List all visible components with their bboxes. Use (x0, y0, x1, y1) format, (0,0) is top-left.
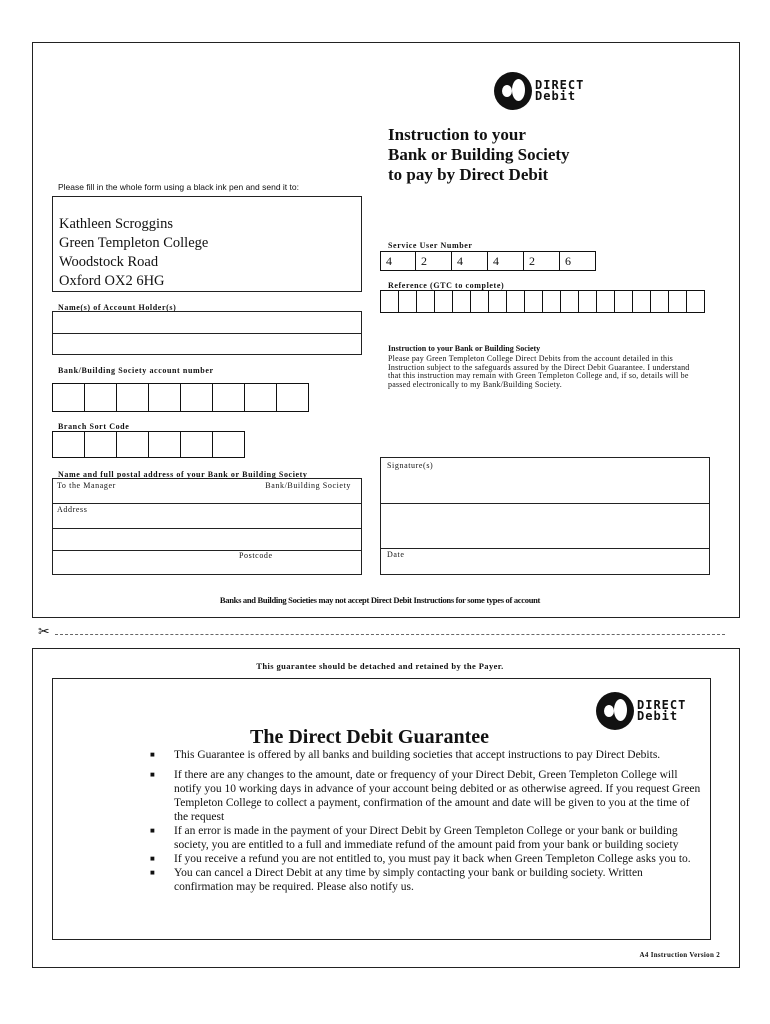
to-manager-label: To the Manager (57, 481, 116, 490)
account-holder-field[interactable] (52, 311, 362, 355)
direct-debit-icon (596, 692, 634, 730)
guarantee-bullet: ■ If you receive a refund you are not entitled to, you must pay it back when Green Templeton College asks you to. (150, 852, 705, 866)
footer-note: Banks and Building Societies may not accept Direct Debit Instructions for some types of account (219, 595, 541, 605)
account-number-box[interactable] (52, 383, 85, 412)
divider (381, 503, 709, 504)
direct-debit-logo (596, 692, 686, 730)
signature-label: Signature(s) (387, 461, 434, 470)
reference-box[interactable] (632, 290, 651, 313)
address-line: Kathleen Scroggins (59, 216, 173, 232)
postcode-label: Postcode (239, 551, 273, 560)
account-number-box[interactable] (276, 383, 309, 412)
reference-box[interactable] (524, 290, 543, 313)
instruction-heading: Instruction to your Bank or Building Society (388, 344, 541, 353)
divider (53, 333, 361, 334)
sort-code-label: Branch Sort Code (58, 422, 130, 431)
divider (53, 503, 361, 504)
guarantee-bullet: ■ This Guarantee is offered by all banks and building societies that accept instructions to pay Direct Debits. (150, 748, 705, 762)
service-user-digit: 4 (451, 251, 488, 271)
reference-box[interactable] (416, 290, 435, 313)
detach-note: This guarantee should be detached and retained by the Payer. (256, 661, 504, 671)
reference-box[interactable] (614, 290, 633, 313)
scissors-icon: ✂ (38, 624, 50, 640)
account-number-box[interactable] (180, 383, 213, 412)
divider (53, 528, 361, 529)
address-line: Woodstock Road (59, 254, 159, 270)
reference-box[interactable] (452, 290, 471, 313)
reference-box[interactable] (506, 290, 525, 313)
date-label: Date (387, 550, 405, 559)
divider (381, 548, 709, 549)
reference-box[interactable] (398, 290, 417, 313)
logo-line2: Debit (637, 709, 679, 723)
sort-code-box[interactable] (148, 431, 181, 458)
service-user-digit: 4 (487, 251, 524, 271)
service-user-digit: 4 (380, 251, 416, 271)
form-title-line: Instruction to your (388, 125, 526, 144)
service-user-label: Service User Number (388, 241, 473, 250)
guarantee-bullet: ■ If an error is made in the payment of your Direct Debit by Green Templeton College or your bank or building society, you are entitled to a full and immediate refund of the amount paid from your bank or building society (150, 824, 705, 852)
reference-boxes[interactable] (380, 290, 705, 313)
instruction-text: Please pay Green Templeton College Direct Debits from the account detailed in this Instruction subject to the safeguards assured by the Direct Debit Guarantee. I understand that this instruction may remain with Green Templeton College and, if so, details will be passed electronically to my Bank/Building Society. (388, 354, 690, 389)
address-line: Oxford OX2 6HG (59, 273, 165, 289)
guarantee-bullet: ■ If there are any changes to the amount, date or frequency of your Direct Debit, Green Templeton College will notify you 10 working days in advance of your account being debited or as otherwise agreed. If you request Green Templeton College to collect a payment, confirmation of the amount and date will be given to you at the time of the request (150, 768, 705, 824)
account-number-box[interactable] (212, 383, 245, 412)
direct-debit-logo (494, 72, 584, 110)
bank-building-society-label: Bank/Building Society (265, 481, 351, 490)
account-number-boxes[interactable] (52, 383, 309, 412)
reference-box[interactable] (578, 290, 597, 313)
address-line: Green Templeton College (59, 235, 209, 251)
guarantee-list (150, 748, 705, 900)
bank-address-label: Name and full postal address of your Bank or Building Society (58, 470, 308, 479)
service-user-number (380, 251, 596, 271)
sort-code-box[interactable] (116, 431, 149, 458)
send-to-address (52, 196, 362, 292)
sort-code-boxes[interactable] (52, 431, 245, 458)
sort-code-box[interactable] (84, 431, 117, 458)
service-user-digit: 2 (415, 251, 452, 271)
service-user-digit: 2 (523, 251, 560, 271)
reference-label: Reference (GTC to complete) (388, 281, 505, 290)
form-title-line: to pay by Direct Debit (388, 165, 549, 184)
form-title (388, 125, 570, 185)
reference-box[interactable] (596, 290, 615, 313)
guarantee-bullet: ■ You can cancel a Direct Debit at any time by simply contacting your bank or building society. Written confirmation may be required. Please also notify us. (150, 866, 705, 894)
sort-code-box[interactable] (52, 431, 85, 458)
reference-box[interactable] (668, 290, 687, 313)
sort-code-box[interactable] (212, 431, 245, 458)
reference-box[interactable] (560, 290, 579, 313)
logo-line1: DIRECT (535, 78, 585, 92)
reference-box[interactable] (380, 290, 399, 313)
account-number-label: Bank/Building Society account number (58, 366, 214, 375)
direct-debit-icon (494, 72, 532, 110)
fill-note: Please fill in the whole form using a black ink pen and send it to: (58, 182, 299, 192)
form-title-line: Bank or Building Society (388, 145, 570, 164)
service-user-digit: 6 (559, 251, 596, 271)
divider (53, 550, 361, 551)
reference-box[interactable] (542, 290, 561, 313)
reference-box[interactable] (488, 290, 507, 313)
reference-box[interactable] (470, 290, 489, 313)
reference-box[interactable] (686, 290, 705, 313)
reference-box[interactable] (434, 290, 453, 313)
account-number-box[interactable] (148, 383, 181, 412)
account-holder-label: Name(s) of Account Holder(s) (58, 303, 177, 312)
sort-code-box[interactable] (180, 431, 213, 458)
account-number-box[interactable] (84, 383, 117, 412)
version-label: A4 Instruction Version 2 (639, 951, 720, 959)
cut-line (55, 634, 725, 635)
signature-date-box[interactable] (380, 457, 710, 575)
guarantee-title: The Direct Debit Guarantee (250, 726, 490, 748)
bank-address-box[interactable] (52, 478, 362, 575)
reference-box[interactable] (650, 290, 669, 313)
account-number-box[interactable] (244, 383, 277, 412)
account-number-box[interactable] (116, 383, 149, 412)
logo-line2: Debit (535, 89, 577, 103)
logo-line1: DIRECT (637, 698, 687, 712)
address-label: Address (57, 505, 88, 514)
